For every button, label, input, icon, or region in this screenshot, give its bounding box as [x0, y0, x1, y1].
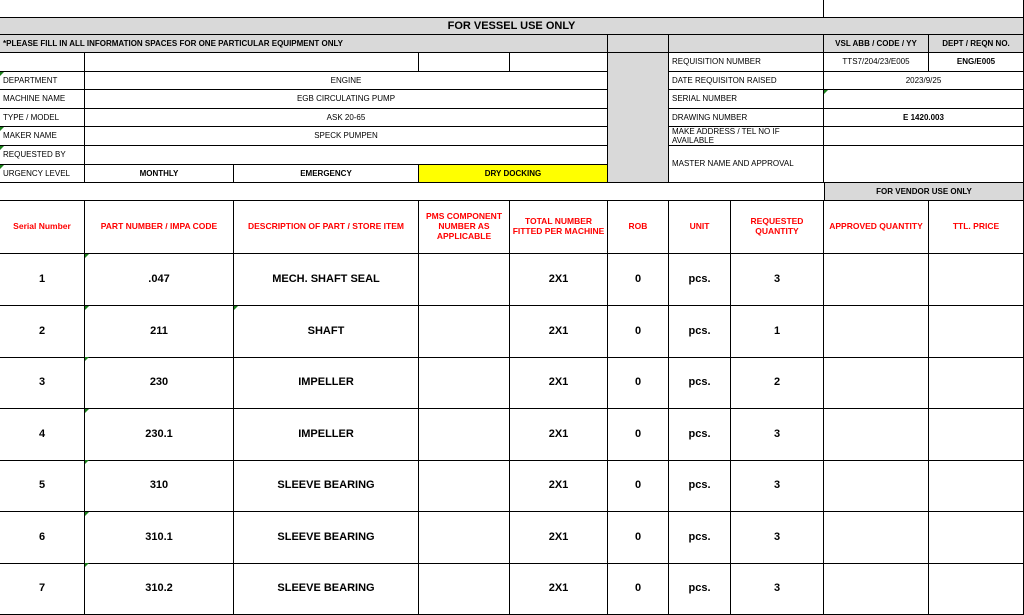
maker-name-value[interactable]: SPECK PUMPEN: [85, 127, 608, 146]
cell-approved[interactable]: [824, 306, 929, 358]
cell-part[interactable]: 230.1: [85, 409, 234, 461]
cell-unit[interactable]: pcs.: [669, 357, 731, 409]
cell-unit[interactable]: pcs.: [669, 563, 731, 615]
cell-fitted[interactable]: 2X1: [510, 254, 608, 306]
col-part-number: PART NUMBER / IMPA CODE: [85, 201, 234, 254]
cell-serial[interactable]: 6: [0, 512, 85, 564]
maker-name-label: MAKER NAME: [0, 127, 85, 146]
blank-cell[interactable]: [510, 53, 608, 72]
type-model-value[interactable]: ASK 20-65: [85, 109, 608, 127]
cell-pms[interactable]: [419, 306, 510, 358]
cell-price[interactable]: [929, 563, 1024, 615]
blank-cell[interactable]: [85, 53, 419, 72]
blank-cell[interactable]: [419, 53, 510, 72]
fill-note: *PLEASE FILL IN ALL INFORMATION SPACES FOR ONE PARTICULAR EQUIPMENT ONLY: [0, 35, 608, 53]
cell-price[interactable]: [929, 460, 1024, 512]
cell-qty[interactable]: 2: [731, 357, 824, 409]
cell-approved[interactable]: [824, 512, 929, 564]
col-approved-quantity: APPROVED QUANTITY: [824, 201, 929, 254]
blank-cell: [0, 183, 824, 201]
date-raised-label: DATE REQUISITON RAISED: [669, 72, 824, 90]
cell-qty[interactable]: 1: [731, 306, 824, 358]
cell-pms[interactable]: [419, 460, 510, 512]
col-rob: ROB: [608, 201, 669, 254]
cell-part[interactable]: 310: [85, 460, 234, 512]
department-value[interactable]: ENGINE: [85, 72, 608, 90]
cell-approved[interactable]: [824, 409, 929, 461]
cell-pms[interactable]: [419, 357, 510, 409]
cell-rob[interactable]: 0: [608, 409, 669, 461]
col-ttl-price: TTL. PRICE: [929, 201, 1024, 254]
cell-desc[interactable]: MECH. SHAFT SEAL: [234, 254, 419, 306]
col-requested-quantity: REQUESTED QUANTITY: [731, 201, 824, 254]
cell-rob[interactable]: 0: [608, 306, 669, 358]
date-raised-value[interactable]: 2023/9/25: [824, 72, 1024, 90]
cell-price[interactable]: [929, 306, 1024, 358]
cell-approved[interactable]: [824, 460, 929, 512]
cell-rob[interactable]: 0: [608, 512, 669, 564]
cell-part[interactable]: .047: [85, 254, 234, 306]
cell-fitted[interactable]: 2X1: [510, 460, 608, 512]
cell-qty[interactable]: 3: [731, 563, 824, 615]
cell-part[interactable]: 230: [85, 357, 234, 409]
cell-part[interactable]: 211: [85, 306, 234, 358]
requested-by-value[interactable]: [85, 146, 608, 165]
urgency-emergency[interactable]: EMERGENCY: [234, 165, 419, 183]
vendor-use-title: FOR VENDOR USE ONLY: [824, 183, 1024, 201]
vsl-code-label: VSL ABB / CODE / YY: [824, 35, 929, 53]
cell-price[interactable]: [929, 512, 1024, 564]
cell-serial[interactable]: 4: [0, 409, 85, 461]
blank-cell: [608, 35, 669, 53]
make-address-value[interactable]: [824, 127, 1024, 146]
machine-name-value[interactable]: EGB CIRCULATING PUMP: [85, 90, 608, 109]
spacer-column: [608, 53, 669, 183]
urgency-dry-docking[interactable]: DRY DOCKING: [419, 165, 608, 183]
type-model-label: TYPE / MODEL: [0, 109, 85, 127]
cell-qty[interactable]: 3: [731, 512, 824, 564]
cell-serial[interactable]: 2: [0, 306, 85, 358]
cell-part[interactable]: 310.2: [85, 563, 234, 615]
urgency-monthly[interactable]: MONTHLY: [85, 165, 234, 183]
cell-desc[interactable]: IMPELLER: [234, 357, 419, 409]
cell-pms[interactable]: [419, 254, 510, 306]
serial-number-value[interactable]: [824, 90, 1024, 109]
cell-desc[interactable]: SLEEVE BEARING: [234, 460, 419, 512]
cell-serial[interactable]: 3: [0, 357, 85, 409]
serial-number-label: SERIAL NUMBER: [669, 90, 824, 109]
requested-by-label: REQUESTED BY: [0, 146, 85, 165]
cell-fitted[interactable]: 2X1: [510, 512, 608, 564]
cell-approved[interactable]: [824, 254, 929, 306]
cell-desc[interactable]: SLEEVE BEARING: [234, 512, 419, 564]
cell-desc[interactable]: SHAFT: [234, 306, 419, 358]
cell-unit[interactable]: pcs.: [669, 460, 731, 512]
drawing-number-label: DRAWING NUMBER: [669, 109, 824, 127]
cell-pms[interactable]: [419, 512, 510, 564]
cell-unit[interactable]: pcs.: [669, 306, 731, 358]
cell-serial[interactable]: 5: [0, 460, 85, 512]
make-address-label: MAKE ADDRESS / TEL NO IF AVAILABLE: [669, 127, 824, 146]
drawing-number-value[interactable]: E 1420.003: [824, 109, 1024, 127]
cell-serial[interactable]: 7: [0, 563, 85, 615]
vessel-use-title: FOR VESSEL USE ONLY: [0, 18, 1024, 35]
master-approval-label: MASTER NAME AND APPROVAL: [669, 146, 824, 183]
cell-part[interactable]: 310.1: [85, 512, 234, 564]
cell-rob[interactable]: 0: [608, 357, 669, 409]
cell-approved[interactable]: [824, 563, 929, 615]
col-description: DESCRIPTION OF PART / STORE ITEM: [234, 201, 419, 254]
cell-qty[interactable]: 3: [731, 460, 824, 512]
cell-rob[interactable]: 0: [608, 254, 669, 306]
cell-approved[interactable]: [824, 357, 929, 409]
cell-price[interactable]: [929, 357, 1024, 409]
requisition-code[interactable]: TTS7/204/23/E005: [824, 53, 929, 72]
cell-pms[interactable]: [419, 409, 510, 461]
cell-fitted[interactable]: 2X1: [510, 357, 608, 409]
blank-cell: [669, 35, 824, 53]
cell-fitted[interactable]: 2X1: [510, 563, 608, 615]
col-serial-number: Serial Number: [0, 201, 85, 254]
cell-fitted[interactable]: 2X1: [510, 409, 608, 461]
col-pms-component: PMS COMPONENT NUMBER AS APPLICABLE: [419, 201, 510, 254]
cell-serial[interactable]: 1: [0, 254, 85, 306]
cell-price[interactable]: [929, 254, 1024, 306]
cell-unit[interactable]: pcs.: [669, 254, 731, 306]
cell-desc[interactable]: SLEEVE BEARING: [234, 563, 419, 615]
requisition-number-label: REQUISITION NUMBER: [669, 53, 824, 72]
cell-pms[interactable]: [419, 563, 510, 615]
col-unit: UNIT: [669, 201, 731, 254]
cell-fitted[interactable]: 2X1: [510, 306, 608, 358]
cell-price[interactable]: [929, 409, 1024, 461]
cell-qty[interactable]: 3: [731, 409, 824, 461]
cell-unit[interactable]: pcs.: [669, 512, 731, 564]
cell-desc[interactable]: IMPELLER: [234, 409, 419, 461]
cell-qty[interactable]: 3: [731, 254, 824, 306]
cell-rob[interactable]: 0: [608, 563, 669, 615]
blank-cell[interactable]: [824, 0, 1024, 18]
requisition-dept[interactable]: ENG/E005: [929, 53, 1024, 72]
machine-name-label: MACHINE NAME: [0, 90, 85, 109]
blank-cell[interactable]: [0, 0, 824, 18]
urgency-level-label: URGENCY LEVEL: [0, 165, 85, 183]
cell-rob[interactable]: 0: [608, 460, 669, 512]
dept-reqn-label: DEPT / REQN NO.: [929, 35, 1024, 53]
master-approval-value[interactable]: [824, 146, 1024, 183]
cell-unit[interactable]: pcs.: [669, 409, 731, 461]
blank-cell[interactable]: [0, 53, 85, 72]
department-label: DEPARTMENT: [0, 72, 85, 90]
col-total-fitted: TOTAL NUMBER FITTED PER MACHINE: [510, 201, 608, 254]
